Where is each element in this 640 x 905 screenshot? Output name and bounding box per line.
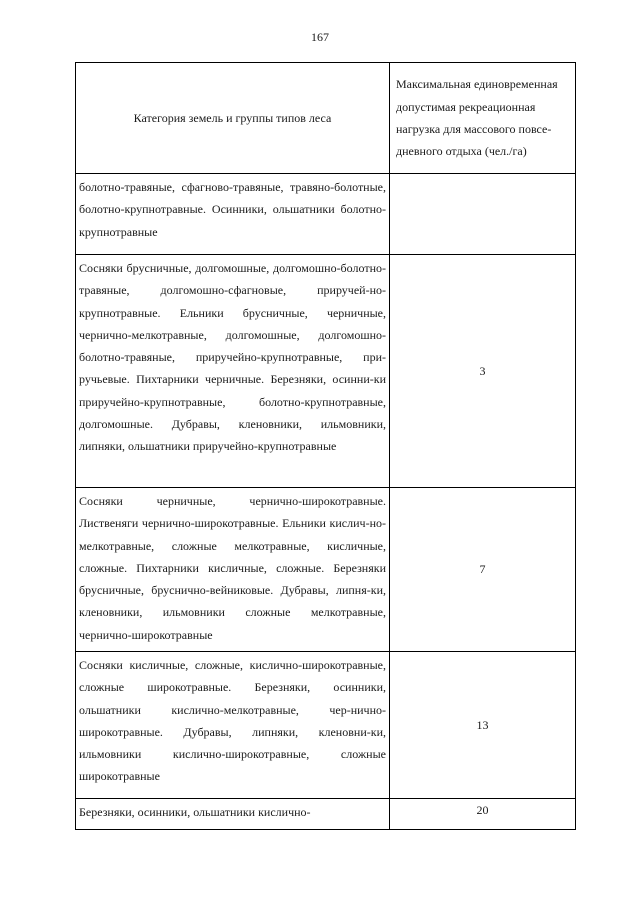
load-value-cell bbox=[390, 174, 576, 255]
header-category-label: Категория земель и группы типов леса bbox=[133, 110, 332, 125]
load-value-cell: 3 bbox=[390, 255, 576, 488]
header-category-cell bbox=[76, 63, 390, 174]
page-number: 167 bbox=[311, 30, 329, 44]
load-value-cell: 13 bbox=[390, 652, 576, 799]
table-header-row bbox=[76, 63, 576, 174]
table-row bbox=[76, 255, 576, 488]
category-cell bbox=[76, 799, 390, 830]
category-cell bbox=[76, 174, 390, 255]
category-text: Березняки, осинники, ольшатники кислично- bbox=[79, 805, 311, 819]
category-cell bbox=[76, 255, 390, 488]
header-load-label: Максимальная единовременная допустимая рекреационная нагрузка для массового повсе-дневного отдыха (чел./га) bbox=[396, 77, 558, 159]
category-text: Сосняки брусничные, долгомошные, долгомошно-болотно-травяные, долгомошно-сфагновые, приручей-но-крупнотравные. Ельники брусничные, черничные, чернично-мелкотравные, долгомошные, долгомошно-болотно-травяные, приручейно-крупнотравные, при-ручьевые. Пихтарники черничные. Березняки, осинни-ки приручейно-крупнотравные, болотно-крупнотравные, долгомошные. Дубравы, кленовники, ильмовники, липняки, ольшатники приручейно-крупнотравные bbox=[79, 261, 386, 454]
header-load-cell bbox=[390, 63, 576, 174]
table-row bbox=[76, 174, 576, 255]
load-value-cell: 20 bbox=[390, 799, 576, 830]
category-text: болотно-травяные, сфагново-травяные, травяно-болотные, болотно-крупнотравные. Осинники, ольшатники болотно-крупнотравные bbox=[79, 180, 386, 239]
table-row bbox=[76, 488, 576, 652]
table-row bbox=[76, 799, 576, 830]
load-value-cell: 7 bbox=[390, 488, 576, 652]
category-text: Сосняки кисличные, сложные, кислично-широкотравные, сложные широкотравные. Березняки, осинники, ольшатники кислично-мелкотравные, чер-нично-широкотравные. Дубравы, липняки, кленовни-ки, ильмовники кислично-широкотравные, сложные широкотравные bbox=[79, 658, 386, 784]
recreation-load-table bbox=[75, 62, 576, 830]
category-cell bbox=[76, 488, 390, 652]
table-row bbox=[76, 652, 576, 799]
category-text: Сосняки черничные, чернично-широкотравные. Лиственяги чернично-широкотравные. Ельники кислич-но-мелкотравные, сложные мелкотравные, кисличные, сложные. Пихтарники кисличные, сложные. Березняки брусничные, бруснично-вейниковые. Дубравы, липня-ки, кленовники, ильмовники сложные мелкотравные, чернично-широкотравные bbox=[79, 494, 386, 642]
category-cell bbox=[76, 652, 390, 799]
